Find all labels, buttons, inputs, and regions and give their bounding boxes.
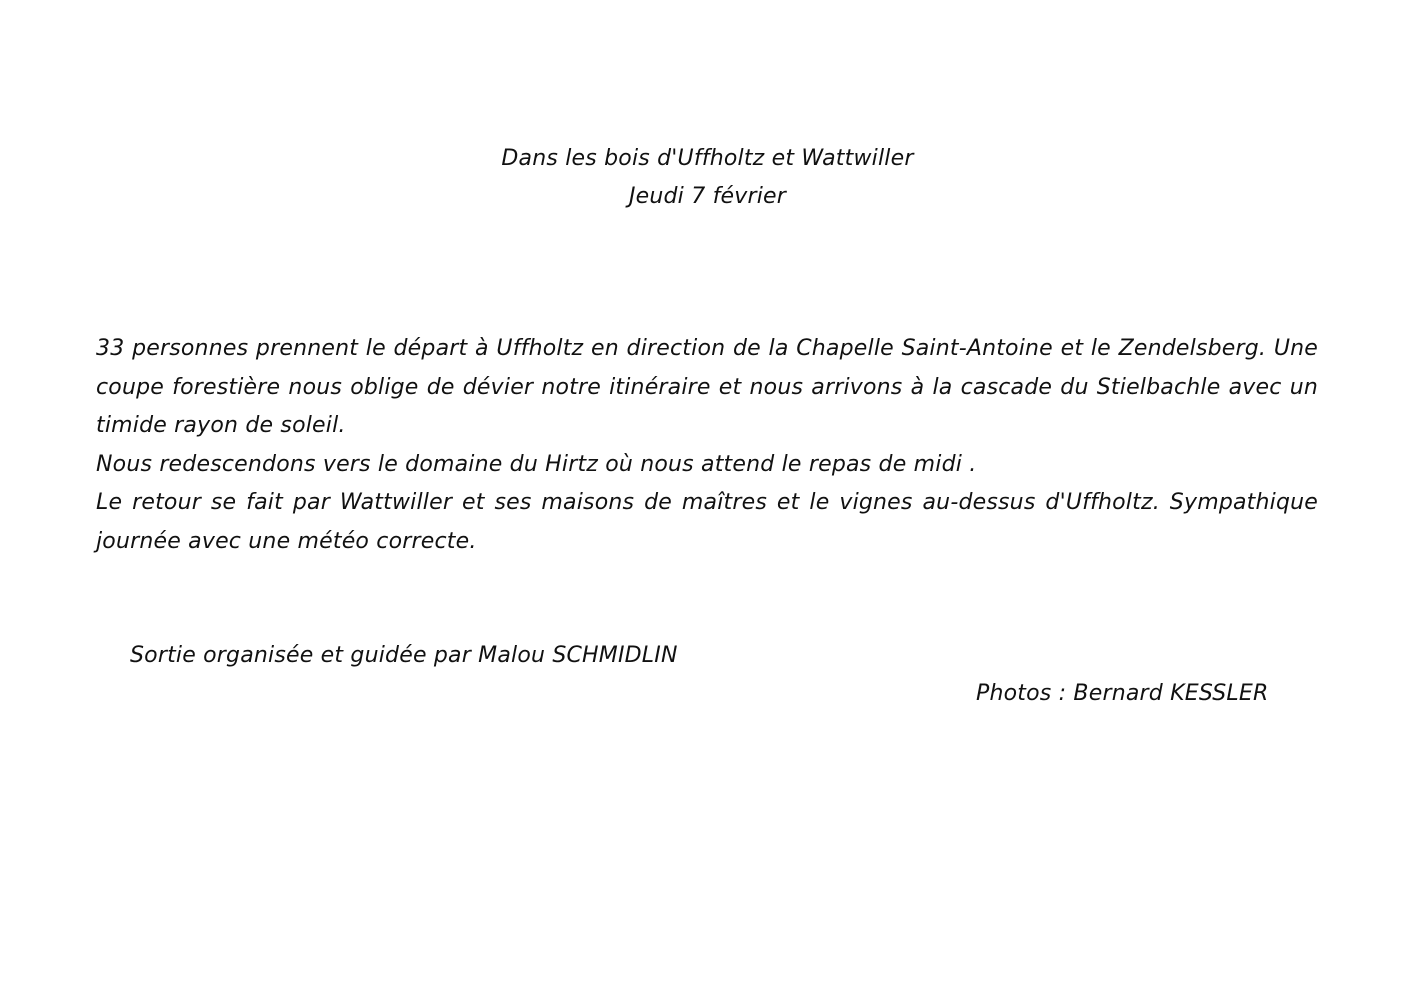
title-line-date: Jeudi 7 février [628,184,787,209]
document-title [0,140,1415,216]
paragraph-return: Le retour se fait par Wattwiller et ses maisons de maîtres et le vignes au-dessus d'Uffholtz. Sympathique journée avec une météo correcte. [96,490,1318,554]
paragraph-departure: 33 personnes prennent le départ à Uffholtz en direction de la Chapelle Saint-Antoine et le Zendelsberg. Une coupe forestière nous oblige de dévier notre itinéraire et nous arrivons à la cascade du Stielbachle avec un timide rayon de soleil. [96,336,1318,439]
organizer-credit: Sortie organisée et guidée par Malou SCHMIDLIN [130,643,678,668]
paragraph-descent: Nous redescendons vers le domaine du Hirtz où nous attend le repas de midi . [96,451,977,477]
document-body [96,330,1318,562]
title-line-location: Dans les bois d'Uffholtz et Wattwiller [501,146,914,171]
photos-credit: Photos : Bernard KESSLER [976,681,1269,706]
